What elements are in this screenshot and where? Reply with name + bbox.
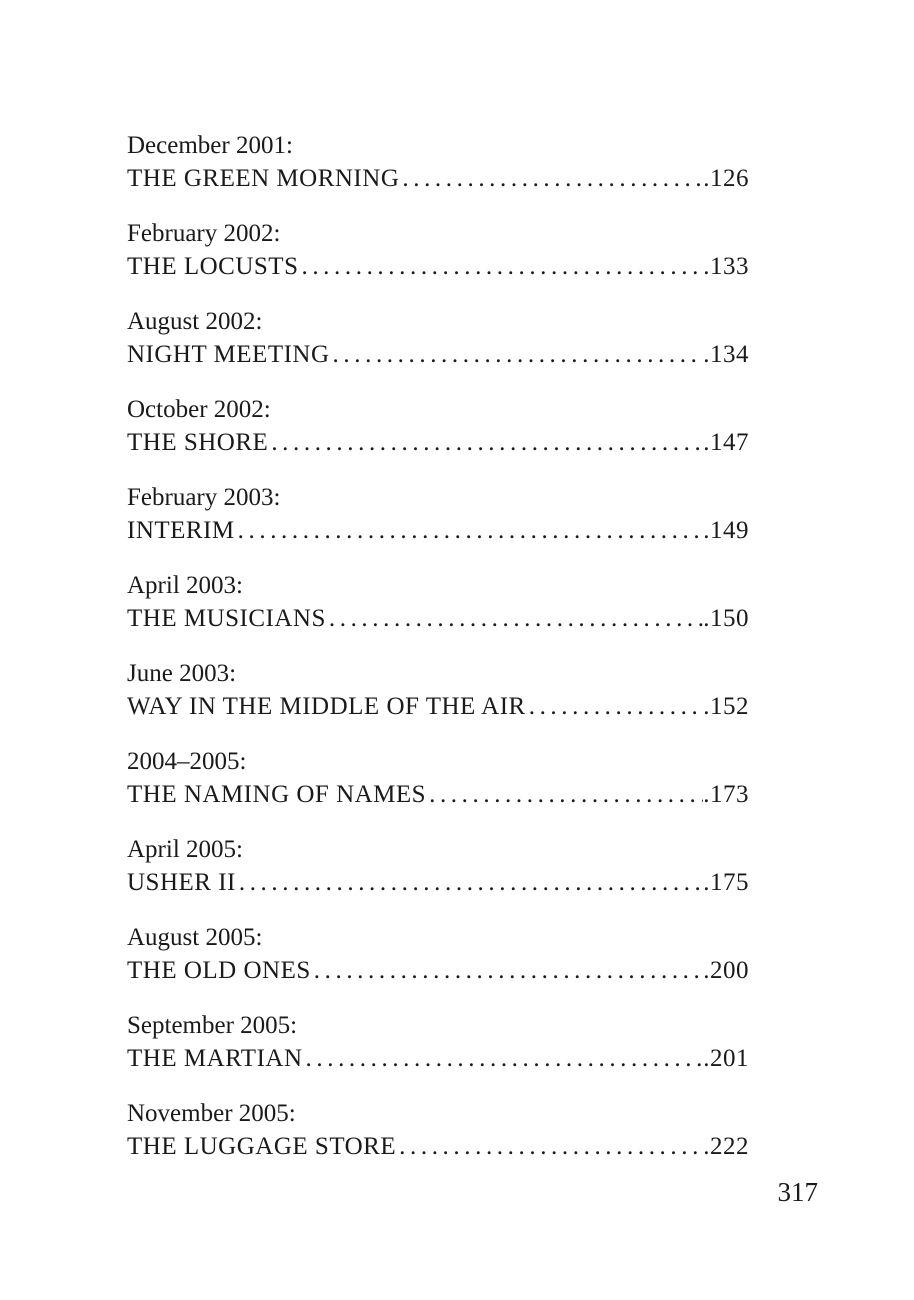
- dot-leader: [303, 1042, 704, 1076]
- entry-line: [127, 954, 749, 988]
- entry-page-number: .150: [703, 605, 749, 632]
- entry-line: [127, 1042, 749, 1076]
- entry-title: THE LOCUSTS: [127, 253, 299, 280]
- entry-title: THE SHORE: [127, 429, 269, 456]
- entry-date: April 2005:: [127, 836, 243, 863]
- dot-leader: [526, 690, 704, 724]
- entry-date: February 2002:: [127, 220, 281, 247]
- entry-title: THE MUSICIANS: [127, 605, 326, 632]
- entry-line: [127, 514, 749, 548]
- entry-title: WAY IN THE MIDDLE OF THE AIR: [127, 693, 526, 720]
- dot-leader: [298, 250, 703, 284]
- entry-page-number: .133: [703, 253, 749, 280]
- entry-line: [127, 690, 749, 724]
- entry-line: [127, 866, 749, 900]
- toc-entry: [127, 921, 749, 1009]
- entry-line: [127, 1130, 749, 1164]
- dot-leader: [311, 954, 703, 988]
- entry-page-number: .222: [703, 1133, 749, 1160]
- entry-date: August 2005:: [127, 924, 263, 951]
- dot-leader: [235, 514, 704, 548]
- entry-page-number: .175: [703, 869, 749, 896]
- entry-page-number: .147: [703, 429, 749, 456]
- dot-leader: [268, 426, 703, 460]
- entry-date: 2004–2005:: [127, 748, 247, 775]
- dot-leader: [396, 1130, 703, 1164]
- entry-title: THE GREEN MORNING: [127, 165, 400, 192]
- entry-line: [127, 338, 749, 372]
- dot-leader: [330, 338, 704, 372]
- entry-title: INTERIM: [127, 517, 235, 544]
- toc-entry: [127, 657, 749, 745]
- toc-entry: [127, 217, 749, 305]
- table-of-contents: [127, 129, 749, 1185]
- entry-line: [127, 602, 749, 636]
- entry-page-number: .201: [703, 1045, 749, 1072]
- entry-page-number: .126: [703, 165, 749, 192]
- entry-title: THE MARTIAN: [127, 1045, 303, 1072]
- entry-date: December 2001:: [127, 132, 293, 159]
- toc-entry: [127, 745, 749, 833]
- toc-entry: [127, 393, 749, 481]
- entry-date: April 2003:: [127, 572, 243, 599]
- entry-title: THE NAMING OF NAMES: [127, 781, 427, 808]
- page-number: 317: [777, 1177, 818, 1207]
- entry-date: September 2005:: [127, 1012, 298, 1039]
- toc-entry: [127, 1009, 749, 1097]
- entry-line: [127, 250, 749, 284]
- entry-page-number: .134: [703, 341, 749, 368]
- entry-line: [127, 426, 749, 460]
- toc-entry: [127, 129, 749, 217]
- entry-page-number: .200: [703, 957, 749, 984]
- toc-entry: [127, 1097, 749, 1185]
- toc-entry: [127, 833, 749, 921]
- entry-date: October 2002:: [127, 396, 271, 423]
- entry-title: THE LUGGAGE STORE: [127, 1133, 397, 1160]
- entry-title: THE OLD ONES: [127, 957, 311, 984]
- entry-date: November 2005:: [127, 1100, 296, 1127]
- entry-page-number: .173: [703, 781, 749, 808]
- entry-page-number: .149: [703, 517, 749, 544]
- entry-date: June 2003:: [127, 660, 237, 687]
- toc-entry: [127, 569, 749, 657]
- dot-leader: [326, 602, 703, 636]
- entry-date: August 2002:: [127, 308, 263, 335]
- dot-leader: [426, 778, 703, 812]
- toc-entry: [127, 305, 749, 393]
- entry-title: NIGHT MEETING: [127, 341, 330, 368]
- entry-line: [127, 778, 749, 812]
- entry-page-number: .152: [703, 693, 749, 720]
- toc-entry: [127, 481, 749, 569]
- dot-leader: [236, 866, 703, 900]
- entry-line: [127, 162, 749, 196]
- entry-title: USHER II: [127, 869, 236, 896]
- entry-date: February 2003:: [127, 484, 281, 511]
- dot-leader: [399, 162, 703, 196]
